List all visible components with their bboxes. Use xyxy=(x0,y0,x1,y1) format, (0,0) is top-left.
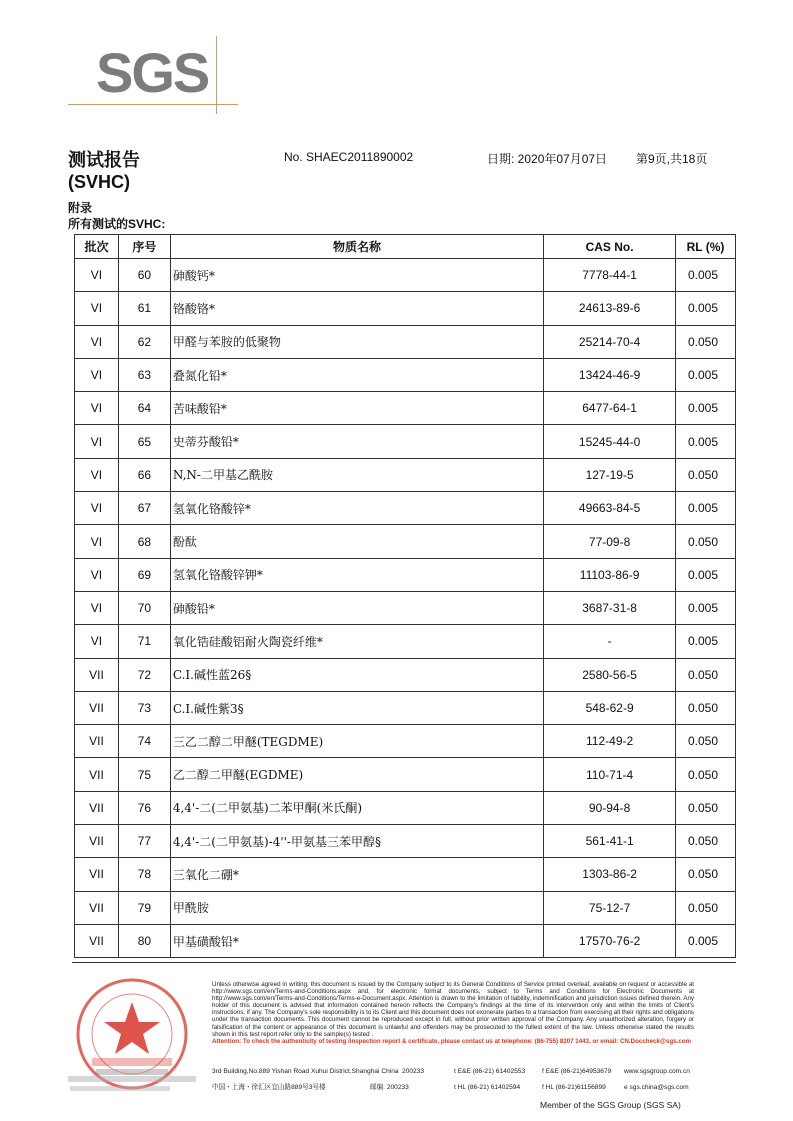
cell-rl: 0.005 xyxy=(676,558,736,591)
cell-rl: 0.005 xyxy=(676,591,736,624)
address-english: 3rd Building,No.889 Yishan Road Xuhui District,Shanghai China 200233 t E&E (86-21) 61402553 f E&E (86-21)64953679 www.sgsgroup.com.cn xyxy=(212,1068,690,1075)
table-row xyxy=(75,924,736,957)
cell-substance: 三氧化二硼* xyxy=(170,858,543,891)
cell-batch: VII xyxy=(75,658,119,691)
page-indicator: 第9页,共18页 xyxy=(636,152,708,166)
cell-rl: 0.050 xyxy=(676,791,736,824)
cell-batch: VII xyxy=(75,791,119,824)
svhc-table xyxy=(74,234,736,958)
header-number: 序号 xyxy=(118,235,170,259)
cell-number: 71 xyxy=(118,625,170,658)
logo-rule-vertical xyxy=(216,36,217,114)
cell-substance: C.I.碱性紫3§ xyxy=(170,691,543,724)
cell-substance: 砷酸铅* xyxy=(170,591,543,624)
cell-number: 77 xyxy=(118,825,170,858)
cell-rl: 0.050 xyxy=(676,325,736,358)
cell-substance: 史蒂芬酸铅* xyxy=(170,425,543,458)
company-seal-stamp xyxy=(62,976,202,1094)
table-row xyxy=(75,458,736,491)
cell-cas: 75-12-7 xyxy=(544,891,676,924)
cell-cas: 110-71-4 xyxy=(544,758,676,791)
address-chinese: 中国・上海・徐汇区宜山路889号3号楼 邮编: 200233 t HL (86-21) 61402594 f HL (86-21)61156899 e sgs.china@sgs.com xyxy=(212,1084,689,1091)
cell-cas: 49663-84-5 xyxy=(544,492,676,525)
cell-substance: C.I.碱性蓝26§ xyxy=(170,658,543,691)
cell-cas: 548-62-9 xyxy=(544,691,676,724)
cell-batch: VII xyxy=(75,924,119,957)
cell-batch: VII xyxy=(75,891,119,924)
table-row xyxy=(75,358,736,391)
cell-rl: 0.005 xyxy=(676,625,736,658)
cell-number: 68 xyxy=(118,525,170,558)
cell-batch: VI xyxy=(75,525,119,558)
cell-rl: 0.050 xyxy=(676,758,736,791)
cell-substance: 氧化锆硅酸铝耐火陶瓷纤维* xyxy=(170,625,543,658)
cell-batch: VI xyxy=(75,259,119,292)
report-date: 日期: 2020年07月07日 xyxy=(487,152,608,166)
logo-rule-horizontal xyxy=(68,104,238,105)
cell-rl: 0.050 xyxy=(676,525,736,558)
cell-substance: 甲醛与苯胺的低聚物 xyxy=(170,325,543,358)
cell-number: 79 xyxy=(118,891,170,924)
cell-rl: 0.005 xyxy=(676,392,736,425)
cell-cas: 112-49-2 xyxy=(544,725,676,758)
table-row xyxy=(75,791,736,824)
header-substance: 物质名称 xyxy=(170,235,543,259)
cell-substance: 氢氧化铬酸锌钾* xyxy=(170,558,543,591)
legal-text: Unless otherwise agreed in writing, this document is issued by the Company subject to its General Conditions of Service printed overleaf, available on request or accessible at http://www.sgs.com/en/Terms-and-Conditions.aspx and, for electronic format documents, subject to Terms and Conditions for Electronic Documents at http://www.sgs.com/en/Terms-and-Conditions/Terms-e-Document.aspx. Attention is drawn to the limitation of liability, indemnification and jurisdiction issues defined therein. Any holder of this document is advised that information contained hereon reflects the Company's findings at the time of its intervention only and within the limits of Client's instructions, if any. The Company's sole responsibility is to its Client and this document does not exonerate parties to a transaction from exercising all their rights and obligations under the transaction documents. This document cannot be reproduced except in full, without prior written approval of the Company. Any unauthorized alteration, forgery or falsification of the content or appearance of this document is unlawful and offenders may be prosecuted to the fullest extent of the law. Unless otherwise stated the results shown in this test report refer only to the sample(s) tested . xyxy=(212,981,694,1038)
table-header-row xyxy=(75,235,736,259)
report-number: No. SHAEC2011890002 xyxy=(284,150,414,164)
cell-rl: 0.050 xyxy=(676,458,736,491)
cell-substance: 叠氮化铅* xyxy=(170,358,543,391)
cell-rl: 0.050 xyxy=(676,725,736,758)
appendix-label: 附录 xyxy=(68,201,93,215)
cell-rl: 0.050 xyxy=(676,858,736,891)
cell-substance: 三乙二醇二甲醚(TEGDME) xyxy=(170,725,543,758)
table-row xyxy=(75,259,736,292)
cell-number: 66 xyxy=(118,458,170,491)
cell-number: 60 xyxy=(118,259,170,292)
cell-batch: VI xyxy=(75,591,119,624)
cell-number: 76 xyxy=(118,791,170,824)
table-row xyxy=(75,292,736,325)
cell-number: 65 xyxy=(118,425,170,458)
cell-batch: VII xyxy=(75,691,119,724)
table-row xyxy=(75,625,736,658)
cell-batch: VI xyxy=(75,492,119,525)
cell-rl: 0.005 xyxy=(676,924,736,957)
table-row xyxy=(75,825,736,858)
sgs-logo xyxy=(96,41,214,104)
cell-cas: 15245-44-0 xyxy=(544,425,676,458)
cell-batch: VII xyxy=(75,858,119,891)
cell-rl: 0.005 xyxy=(676,358,736,391)
table-row xyxy=(75,858,736,891)
cell-batch: VI xyxy=(75,458,119,491)
cell-number: 67 xyxy=(118,492,170,525)
table-row xyxy=(75,658,736,691)
cell-number: 72 xyxy=(118,658,170,691)
table-row xyxy=(75,325,736,358)
table-row xyxy=(75,891,736,924)
cell-batch: VI xyxy=(75,558,119,591)
cell-number: 73 xyxy=(118,691,170,724)
cell-rl: 0.005 xyxy=(676,259,736,292)
cell-rl: 0.005 xyxy=(676,492,736,525)
cell-cas: 13424-46-9 xyxy=(544,358,676,391)
cell-substance: 铬酸铬* xyxy=(170,292,543,325)
table-body xyxy=(75,259,736,958)
cell-cas: - xyxy=(544,625,676,658)
cell-cas: 11103-86-9 xyxy=(544,558,676,591)
sgs-logo-text: SGS xyxy=(96,41,209,104)
table-row xyxy=(75,425,736,458)
cell-substance: 酚酞 xyxy=(170,525,543,558)
table-row xyxy=(75,392,736,425)
cell-batch: VII xyxy=(75,725,119,758)
cell-batch: VI xyxy=(75,292,119,325)
authenticity-warning: Attention: To check the authenticity of testing /inspection report & certificate, please contact us at telephone: (86-755) 8307 1443, or email: CN.Doccheck@sgs.com xyxy=(212,1037,692,1045)
cell-cas: 3687-31-8 xyxy=(544,591,676,624)
cell-number: 69 xyxy=(118,558,170,591)
cell-rl: 0.005 xyxy=(676,292,736,325)
cell-cas: 7778-44-1 xyxy=(544,259,676,292)
cell-cas: 1303-86-2 xyxy=(544,858,676,891)
cell-rl: 0.050 xyxy=(676,891,736,924)
header-batch: 批次 xyxy=(75,235,119,259)
cell-cas: 561-41-1 xyxy=(544,825,676,858)
cell-number: 80 xyxy=(118,924,170,957)
table-row xyxy=(75,558,736,591)
table-row xyxy=(75,492,736,525)
cell-number: 75 xyxy=(118,758,170,791)
cell-number: 64 xyxy=(118,392,170,425)
cell-number: 74 xyxy=(118,725,170,758)
cell-number: 61 xyxy=(118,292,170,325)
table-row xyxy=(75,725,736,758)
report-title: 测试报告 xyxy=(68,150,140,170)
cell-cas: 17570-76-2 xyxy=(544,924,676,957)
table-row xyxy=(75,525,736,558)
member-statement: Member of the SGS Group (SGS SA) xyxy=(540,1100,681,1110)
cell-batch: VI xyxy=(75,358,119,391)
footer-divider xyxy=(72,962,736,963)
cell-cas: 127-19-5 xyxy=(544,458,676,491)
cell-substance: 甲酰胺 xyxy=(170,891,543,924)
cell-batch: VI xyxy=(75,392,119,425)
cell-substance: 苦味酸铅* xyxy=(170,392,543,425)
cell-cas: 2580-56-5 xyxy=(544,658,676,691)
cell-number: 62 xyxy=(118,325,170,358)
cell-substance: 4,4'-二(二甲氨基)-4''-甲氨基三苯甲醇§ xyxy=(170,825,543,858)
cell-cas: 90-94-8 xyxy=(544,791,676,824)
cell-substance: 氢氧化铬酸锌* xyxy=(170,492,543,525)
cell-cas: 6477-64-1 xyxy=(544,392,676,425)
cell-substance: 乙二醇二甲醚(EGDME) xyxy=(170,758,543,791)
cell-number: 63 xyxy=(118,358,170,391)
header-cas: CAS No. xyxy=(544,235,676,259)
cell-batch: VII xyxy=(75,758,119,791)
cell-substance: N,N-二甲基乙酰胺 xyxy=(170,458,543,491)
cell-batch: VI xyxy=(75,325,119,358)
cell-rl: 0.050 xyxy=(676,658,736,691)
cell-batch: VI xyxy=(75,425,119,458)
cell-substance: 甲基磺酸铅* xyxy=(170,924,543,957)
cell-batch: VII xyxy=(75,825,119,858)
cell-rl: 0.005 xyxy=(676,425,736,458)
cell-substance: 砷酸钙* xyxy=(170,259,543,292)
table-row xyxy=(75,691,736,724)
section-heading: 所有测试的SVHC: xyxy=(68,217,166,231)
table-row xyxy=(75,591,736,624)
table-row xyxy=(75,758,736,791)
cell-cas: 77-09-8 xyxy=(544,525,676,558)
cell-number: 78 xyxy=(118,858,170,891)
cell-substance: 4,4'-二(二甲氨基)二苯甲酮(米氏酮) xyxy=(170,791,543,824)
header-rl: RL (%) xyxy=(676,235,736,259)
legal-disclaimer xyxy=(212,981,694,1045)
cell-rl: 0.050 xyxy=(676,825,736,858)
report-subtitle: (SVHC) xyxy=(68,172,130,192)
cell-cas: 25214-70-4 xyxy=(544,325,676,358)
cell-rl: 0.050 xyxy=(676,691,736,724)
cell-cas: 24613-89-6 xyxy=(544,292,676,325)
cell-batch: VI xyxy=(75,625,119,658)
cell-number: 70 xyxy=(118,591,170,624)
